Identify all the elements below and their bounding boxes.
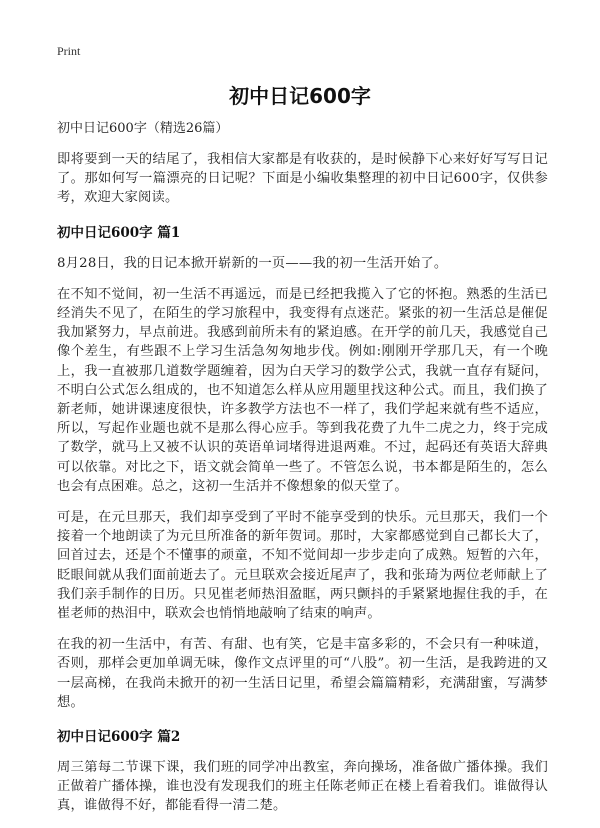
section-heading-1: 初中日记600字 篇1: [57, 224, 181, 241]
document-body: [57, 120, 548, 828]
document-title: 初中日记600字: [229, 84, 371, 108]
document-subtitle: 初中日记600字（精选26篇）: [57, 121, 229, 136]
print-label[interactable]: Print: [57, 44, 81, 58]
section1-paragraph-3: 可是，在元旦那天，我们却享受到了平时不能享受到的快乐。元旦那天，我们一个接着一个地朗读了为元旦所准备的新年贺词。那时，大家都感觉到自己都长大了，回首过去，还是个不懂事的顽童，不知不觉间却一步步走向了成熟。短暂的六年，眨眼间就从我们面前逝去了。元旦联欢会接近尾声了，我和张琦为两位老师献上了我们亲手制作的日历。只见崔老师热泪盈眶，两只颤抖的手紧紧地握住我的手，在崔老师的热泪中，联欢会也悄悄地敲响了结束的响声。: [57, 510, 548, 622]
section-heading-2: 初中日记600字 篇2: [57, 729, 181, 746]
section1-paragraph-1: 8月28日，我的日记本掀开崭新的一页——我的初一生活开始了。: [57, 255, 448, 271]
section2-paragraph-1: 周三第每二节课下课，我们班的同学冲出教室，奔向操场，准备做广播体操。我们正做着广播体操，谁也没有发现我们的班主任陈老师正在楼上看着我们。谁做得认真，谁做得不好，都能看得一清二楚。: [57, 760, 548, 814]
section1-paragraph-4: 在我的初一生活中，有苦、有甜、也有笑，它是丰富多彩的，不会只有一种味道，否则，那样会更加单调无味，像作文点评里的可“八股”。初一生活，是我跨进的又一层高梯，在我尚未掀开的初一生活日记里，希望会篇篇精彩，充满甜蜜，写满梦想。: [57, 637, 548, 710]
intro-paragraph: 即将要到一天的结尾了，我相信大家都是有收获的，是时候静下心来好好写写日记了。那如何写一篇漂亮的日记呢？下面是小编收集整理的初中日记600字，仅供参考，欢迎大家阅读。: [57, 152, 548, 206]
section1-paragraph-2: 在不知不觉间，初一生活不再遥远，而是已经把我揽入了它的怀抱。熟悉的生活已经消失不见了，在陌生的学习旅程中，我变得有点迷茫。紧张的初一生活总是催促我加紧努力，早点前进。我感到前所未有的紧迫感。在开学的前几天，我感觉自己像个差生，有些跟不上学习生活急匆匆地步伐。例如:刚刚开学那几天，有一个晚上，我一直被那几道数学题缠着，因为白天学习的数学公式，我就一直存有疑问，不明白公式怎么组成的，也不知道怎么样从应用题里找这种公式。而且，我们换了新老师，她讲课速度很快，许多教学方法也不一样了，我们学起来就有些不适应，所以，写起作业题也就不是那么得心应手。等到我花费了九牛二虎之力，终于完成了数学，就马上又被不认识的英语单词堵得进退两难。不过，起码还有英语大辞典可以依靠。对比之下，语文就会简单一些了。不管怎么说，书本都是陌生的，怎么也会有点困难。总之，这初一生活并不像想象的似天堂了。: [57, 286, 548, 494]
